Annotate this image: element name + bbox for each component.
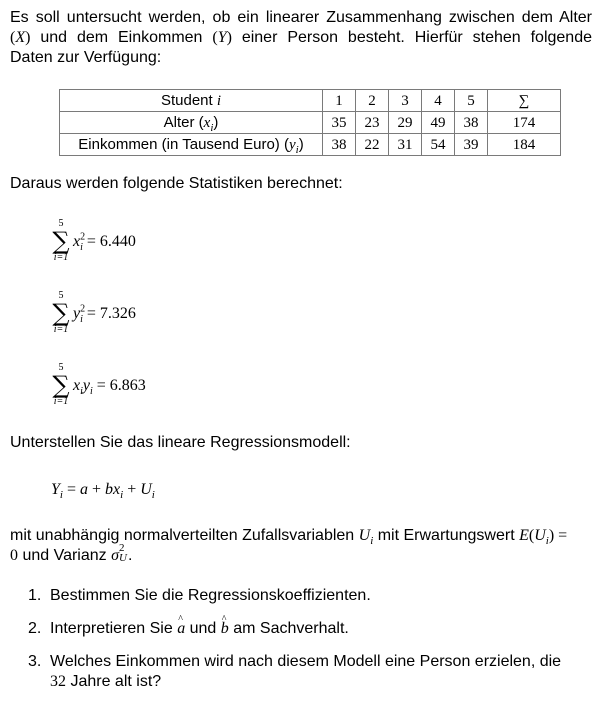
table-cell: 2 [356, 90, 389, 112]
list-item: 3. Welches Einkommen wird nach diesem Modell eine Person erzielen, die 32 Jahre alt ist? [28, 653, 562, 690]
summation-symbol: ∑ [52, 299, 70, 327]
list-item: 1. Bestimmen Sie die Regressionskoeffizienten. [28, 587, 371, 604]
row-label: Alter $(x_i)$ [60, 112, 323, 134]
table-cell: 35 [323, 112, 356, 134]
table-cell: 184 [488, 134, 561, 156]
assumption-paragraph [10, 526, 592, 566]
summation-symbol: ∑ [52, 227, 70, 255]
table-cell: 39 [455, 134, 488, 156]
table-row [60, 134, 561, 156]
intro-paragraph [10, 8, 592, 68]
assumption-line-1: mit unabhängig normalverteilten Zufallsvariablen $U_i$ mit Erwartungswert $E(U_i)$ = [10, 527, 568, 548]
data-table [59, 89, 561, 156]
table-cell: 38 [323, 134, 356, 156]
table-cell: 5 [455, 90, 488, 112]
table-cell: 29 [389, 112, 422, 134]
summation-symbol: ∑ [52, 371, 70, 399]
table-cell: 23 [356, 112, 389, 134]
table-row [60, 112, 561, 134]
row-label: Student i [60, 90, 323, 112]
sum-formula-xy: 5 ∑ i=1 $x_iy_i = 6.863$ [50, 363, 250, 409]
task-list [22, 586, 582, 705]
model-intro: Unterstellen Sie das lineare Regressionsmodell: [10, 434, 351, 451]
table-cell: 54 [422, 134, 455, 156]
table-cell: 38 [455, 112, 488, 134]
sum-formula-y-squared: 5 ∑ i=1 $y^2_i = 7.326$ [50, 291, 250, 337]
table-cell: 49 [422, 112, 455, 134]
stats-intro: Daraus werden folgende Statistiken berechnet: [10, 175, 343, 192]
sum-formula-x-squared: 5 ∑ i=1 $x^2_i = 6.440$ [50, 219, 250, 265]
intro-line-3: Daten zur Verfügung: [10, 49, 162, 66]
assumption-line-2: 0 und Varianz σ 2 U . [10, 542, 133, 564]
table-cell: 1 [323, 90, 356, 112]
sum-symbol-cell: ∑ [488, 90, 561, 112]
table-cell: 174 [488, 112, 561, 134]
row-label: Einkommen (in Tausend Euro) $(y_i)$ [60, 134, 323, 156]
intro-line-2: (X) und dem Einkommen (Y) einer Person besteht. Hierfür stehen folgende [10, 29, 592, 46]
regression-model-formula: $Y_i = a + bx_i + U_i$ [51, 481, 155, 502]
table-cell: 4 [422, 90, 455, 112]
intro-line-1: Es soll untersucht werden, ob ein linearer Zusammenhang zwischen dem Alter [10, 9, 592, 26]
table-row [60, 90, 561, 112]
table-cell: 3 [389, 90, 422, 112]
table-cell: 31 [389, 134, 422, 156]
table-cell: 22 [356, 134, 389, 156]
list-item: 2. Interpretieren Sie ^ a und ^ b am Sachverhalt. [22, 619, 582, 639]
